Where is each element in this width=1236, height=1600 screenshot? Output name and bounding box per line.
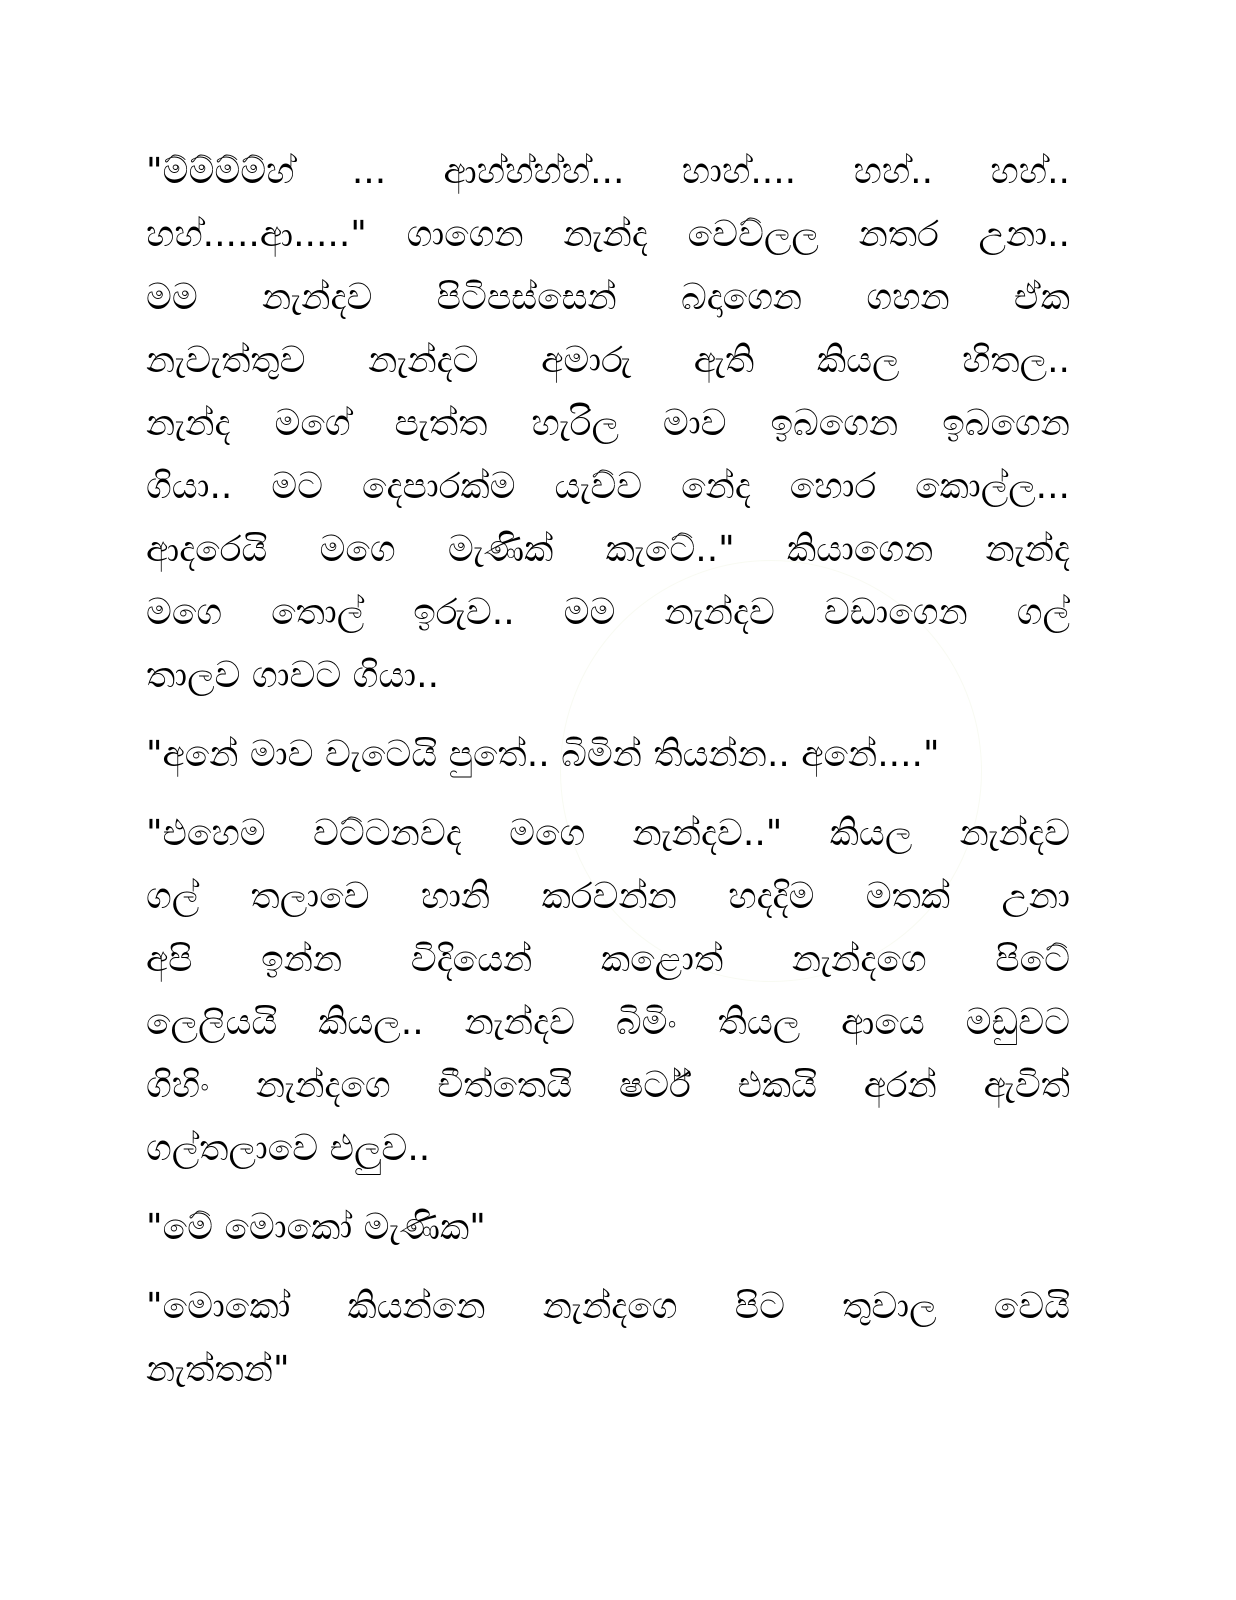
- text-line: ගියා.. මට දෙපාරක්ම යැව්ව නේද හොර කොල්ල...: [146, 466, 1070, 507]
- text-line: "අනේ මාව වැටෙයි පුතේ.. බිමින් තියන්න.. අනේ....": [146, 734, 940, 775]
- text-line: අපි ඉන්න විදියෙන් කළොත් නැන්දගෙ පිටේ: [146, 939, 1070, 980]
- text-line: ගල්තලාවෙ එලුව..: [146, 1128, 431, 1169]
- text-line: "ම්ම්ම්ම්හ් ... ආහ්හ්හ්හ්... හාහ්.... හහ්.. හහ්..: [146, 151, 1070, 192]
- paragraph: [146, 1196, 1070, 1259]
- text-line: ආදරෙයි මගෙ මැණික් කැටේ.." කියාගෙන නැන්ද: [146, 529, 1070, 570]
- text-line: "මේ මොකෝ මැණික": [146, 1207, 486, 1248]
- paragraph: [146, 140, 1070, 707]
- paragraph: [146, 723, 1070, 786]
- text-line: නැන්ද මගේ පැත්ත හැරිල මාව ඉබගෙන ඉබගෙන: [146, 403, 1070, 444]
- text-line: තාලව ගාවට ගියා..: [146, 655, 440, 696]
- paragraph: [146, 1275, 1070, 1401]
- text-line: නැත්තන්": [146, 1349, 290, 1390]
- text-line: හහ්.....ආ....." ගාගෙන නැන්ද වෙව්ලල නතර උනා..: [146, 214, 1070, 255]
- text-line: මම නැන්දව පිටිපස්සෙන් බදාගෙන ගහන ඒක: [146, 277, 1070, 318]
- text-line: ගල් තලාවෙ හානි කරවන්න හදදිම මතක් උනා: [146, 876, 1070, 917]
- text-line: "එහෙම වට්ටනවද මගෙ නැන්දව.." කියල නැන්දව: [146, 813, 1070, 854]
- paragraph: [146, 802, 1070, 1180]
- text-line: නැවැත්තුව නැන්දට අමාරු ඇති කියල හිතල..: [146, 340, 1070, 381]
- text-line: "මොකෝ කියන්නෙ නැන්දගෙ පිට තුවාල වෙයි: [146, 1286, 1070, 1327]
- text-line: ගිහිං නැන්දගෙ චීත්තෙයි ෂර්ට් එකයි අරන් ඇවිත්: [146, 1065, 1070, 1106]
- text-line: ලෙලියයි කියල.. නැන්දව බිමිං තියල ආයෙ මඩුවට: [146, 1002, 1070, 1043]
- text-line: මගෙ තොල් ඉරුව.. මම නැන්දව වඩාගෙන ගල්: [146, 592, 1070, 633]
- story-text: [146, 140, 1070, 1417]
